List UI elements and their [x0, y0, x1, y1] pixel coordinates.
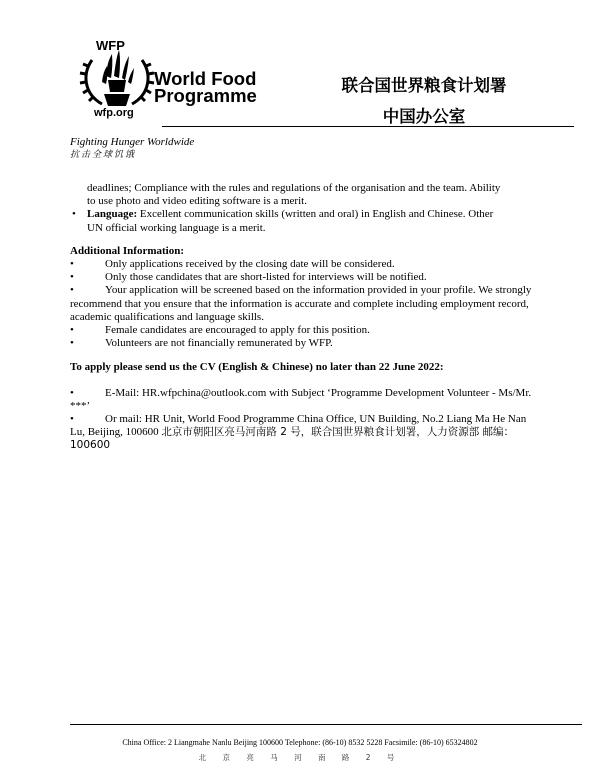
cn-office-title	[314, 70, 534, 132]
tagline-en: Fighting Hunger Worldwide	[70, 136, 195, 148]
bullet-icon: •	[70, 413, 74, 426]
logo-url: wfp.org	[94, 107, 134, 119]
language-text: Excellent communication skills (written and oral) in English and Chinese. Other	[137, 208, 494, 221]
header-divider	[162, 126, 574, 127]
info-item: • Female candidates are encouraged to apply for this position.	[70, 324, 370, 337]
email-text[interactable]: E-Mail: HR.wfpchina@outlook.com with Subject ‘Programme Development Volunteer - Ms/Mr. ***’	[70, 386, 532, 412]
tagline	[70, 136, 194, 162]
wfp-acronym: WFP	[96, 38, 125, 53]
wfp-logo	[78, 36, 278, 122]
info-item: • Volunteers are not financially remunerated by WFP.	[70, 337, 333, 350]
footer-address: China Office: 2 Liangmahe Nanlu Beijing 100600 Telephone: (86-10) 8532 5228 Facsimile: (86-10) 65324802	[122, 738, 478, 747]
bullet-icon: •	[70, 324, 74, 337]
mail-text-cn: 北京市朝阳区亮马河南路 2 号，联合国世界粮食计划署，人力资源部 邮编：100600	[70, 426, 515, 452]
continuation-text	[70, 182, 532, 208]
logo-name-line1: World Food	[154, 68, 257, 89]
bullet-icon: •	[70, 284, 74, 297]
bullet-icon: •	[70, 337, 74, 350]
footer-divider	[70, 724, 582, 725]
language-label: Language:	[87, 208, 138, 221]
cn-title-line2: 中国办公室	[382, 107, 466, 126]
mail-contact	[70, 413, 532, 453]
bullet-icon: •	[70, 271, 74, 284]
footer-address-cn: 北 京 亮 马 河 南 路 2 号	[198, 753, 402, 762]
mail-text-en: Or mail: HR Unit, World Food Programme China Office, UN Building, No.2 Liang Ma He Nan Lu, Beijing, 100600	[70, 413, 527, 439]
language-text-2: UN official working language is a merit.	[87, 221, 266, 234]
document-body	[70, 182, 532, 453]
continuation-line-2: to use photo and video editing software is a merit.	[87, 195, 307, 208]
additional-info-heading: Additional Information:	[70, 244, 184, 257]
bullet-icon: •	[70, 258, 74, 271]
bullet-icon: •	[72, 208, 76, 221]
apply-heading: To apply please send us the CV (English & Chinese) no later than 22 June 2022:	[70, 361, 444, 374]
info-item: • Only applications received by the closing date will be considered.	[70, 258, 395, 271]
footer	[0, 737, 600, 763]
bullet-icon: •	[70, 386, 74, 399]
tagline-cn: 抗击全球饥饿	[70, 150, 137, 160]
logo-name	[154, 70, 257, 104]
continuation-line-1: deadlines; Compliance with the rules and regulations of the organisation and the team. Ability	[87, 182, 501, 194]
info-item: • Your application will be screened based on the information provided in your profile. We strongly recommend that you ensure that the information is accurate and complete including employment record, academic qualifications and language skills.	[70, 284, 532, 323]
email-contact	[70, 387, 532, 413]
info-item: • Only those candidates that are short-listed for interviews will be notified.	[70, 271, 427, 284]
language-requirement	[70, 208, 532, 234]
logo-name-line2: Programme	[154, 85, 257, 106]
cn-title-line1: 联合国世界粮食计划署	[341, 76, 507, 95]
